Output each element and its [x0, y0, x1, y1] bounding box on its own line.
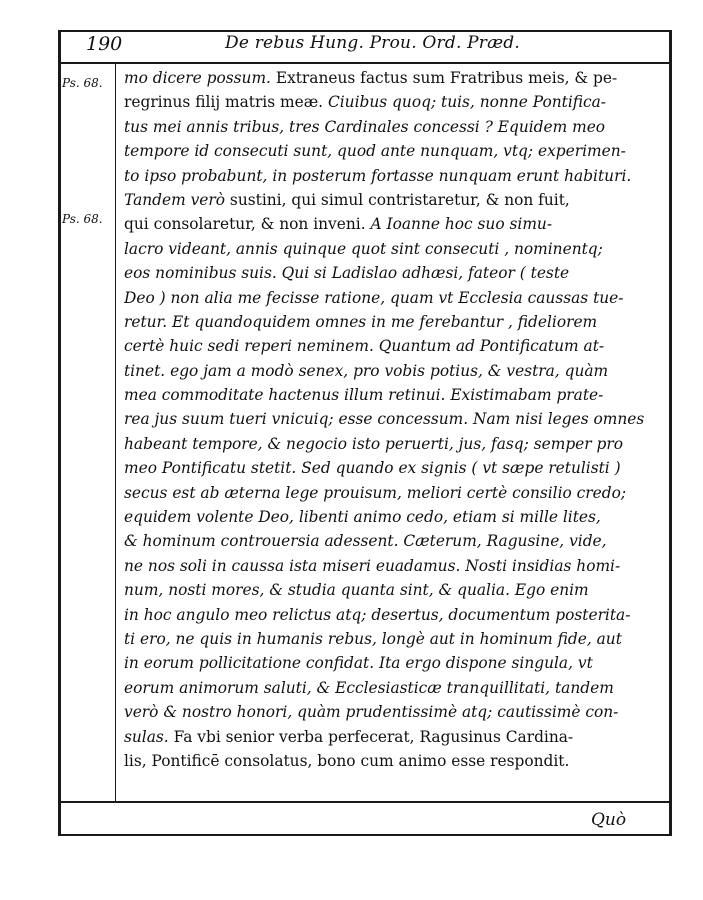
text-segment: meo Pontificatu stetit. Sed quando ex signis ( vt sæpe retulisti ) [124, 459, 621, 478]
text-segment: ti ero, ne quis in humanis rebus, longè aut in hominum fide, aut [124, 629, 622, 648]
text-line [124, 310, 666, 334]
text-line [124, 237, 666, 261]
text-segment: Ciuibus quoq; tuis, nonne Pontifica- [327, 93, 606, 112]
text-segment: mo dicere possum. [124, 69, 271, 87]
body-text [124, 66, 666, 773]
text-line [124, 481, 666, 505]
running-title: De rebus Hung. Prou. Ord. Præd. [225, 33, 520, 53]
footer-rule-upper [58, 801, 672, 803]
text-segment: rea jus suum tueri vnicuiq; esse concessum. Nam nisi leges omnes [124, 410, 645, 429]
header-rule [58, 62, 672, 64]
text-line [124, 529, 666, 553]
text-segment: verò & nostro honori, quàm prudentissimè atq; cautissimè con- [124, 703, 619, 722]
text-segment: to ipso probabunt, in posterum fortasse nunquam erunt habituri. [124, 166, 632, 185]
text-line [124, 700, 666, 724]
text-segment: in hoc angulo meo relictus atq; desertus, documentum posterita- [124, 605, 631, 624]
text-segment: qui consolaretur, & non inveni. [124, 215, 366, 234]
text-segment: habeant tempore, & negocio isto peruerti, jus, fasq; semper pro [124, 434, 624, 453]
text-segment: secus est ab æterna lege prouisum, meliori certè consilio credo; [124, 483, 627, 502]
page-number: 190 [86, 33, 123, 55]
text-line [124, 212, 666, 236]
text-segment: tinet. ego jam a modò senex, pro vobis potius, & vestra, quàm [124, 361, 609, 380]
text-line [124, 66, 666, 90]
text-segment: eos nominibus suis. Qui si Ladislao adhæsi, fateor ( teste [124, 264, 570, 283]
text-line [124, 725, 666, 749]
text-line [124, 139, 666, 163]
text-segment: Fa vbi senior verba perfecerat, Ragusinus Cardina- [168, 727, 574, 746]
text-segment: Extraneus factus sum Fratribus meis, & pe- [270, 69, 618, 87]
text-segment: A Ioanne hoc suo simu- [365, 215, 553, 234]
text-segment: sustini, qui simul contristaretur, & non fuit, [225, 190, 570, 209]
text-segment: Tandem verò [124, 190, 226, 209]
text-line [124, 383, 666, 407]
text-line [124, 334, 666, 358]
text-segment: tempore id consecuti sunt, quod ante nunquam, vtq; experimen- [124, 142, 626, 161]
text-line [124, 651, 666, 675]
text-line [124, 676, 666, 700]
text-segment: Deo ) non alia me fecisse ratione, quam vt Ecclesia caussas tue- [124, 288, 624, 307]
text-line [124, 286, 666, 310]
text-line [124, 90, 666, 114]
text-line [124, 505, 666, 529]
text-line [124, 359, 666, 383]
text-line [124, 554, 666, 578]
text-segment: mea commoditate hactenus illum retinui. Existimabam prate- [124, 386, 604, 405]
text-line [124, 627, 666, 651]
margin-note-2: Ps. 68. [62, 212, 103, 226]
text-segment: eorum animorum saluti, & Ecclesiasticæ tranquillitati, tandem [124, 678, 614, 697]
text-segment: tus mei annis tribus, tres Cardinales concessi ? Equidem meo [124, 117, 606, 136]
text-segment: retur. Et quandoquidem omnes in me ferebantur , fideliorem [124, 312, 598, 331]
text-line [124, 432, 666, 456]
text-line [124, 188, 666, 212]
text-segment: ne nos soli in caussa ista miseri euadamus. Nosti insidias homi- [124, 556, 621, 575]
text-line [124, 603, 666, 627]
margin-note-1: Ps. 68. [62, 76, 103, 90]
text-segment: regrinus filij matris meæ. [124, 93, 328, 112]
margin-divider [115, 62, 116, 802]
text-line [124, 407, 666, 431]
text-line [124, 164, 666, 188]
text-line [124, 578, 666, 602]
text-line [124, 115, 666, 139]
catchword: Quò [591, 810, 627, 830]
text-segment: certè huic sedi reperi neminem. Quantum ad Pontificatum at- [124, 337, 605, 356]
text-segment: num, nosti mores, & studia quanta sint, & qualia. Ego enim [124, 581, 589, 600]
text-line [124, 456, 666, 480]
text-segment: lacro videant, annis quinque quot sint consecuti , nominentq; [124, 239, 603, 258]
footer-rule-lower [58, 834, 672, 836]
text-segment: sulas. [124, 727, 169, 746]
text-segment: in eorum pollicitatione confidat. Ita ergo dispone singula, vt [124, 654, 593, 673]
text-segment: lis, Pontificē consolatus, bono cum animo esse respondit. [124, 751, 570, 770]
text-line [124, 261, 666, 285]
text-line [124, 749, 666, 773]
text-segment: equidem volente Deo, libenti animo cedo, etiam si mille lites, [124, 508, 601, 527]
text-segment: & hominum controuersia adessent. Cæterum, Ragusine, vide, [124, 532, 607, 551]
